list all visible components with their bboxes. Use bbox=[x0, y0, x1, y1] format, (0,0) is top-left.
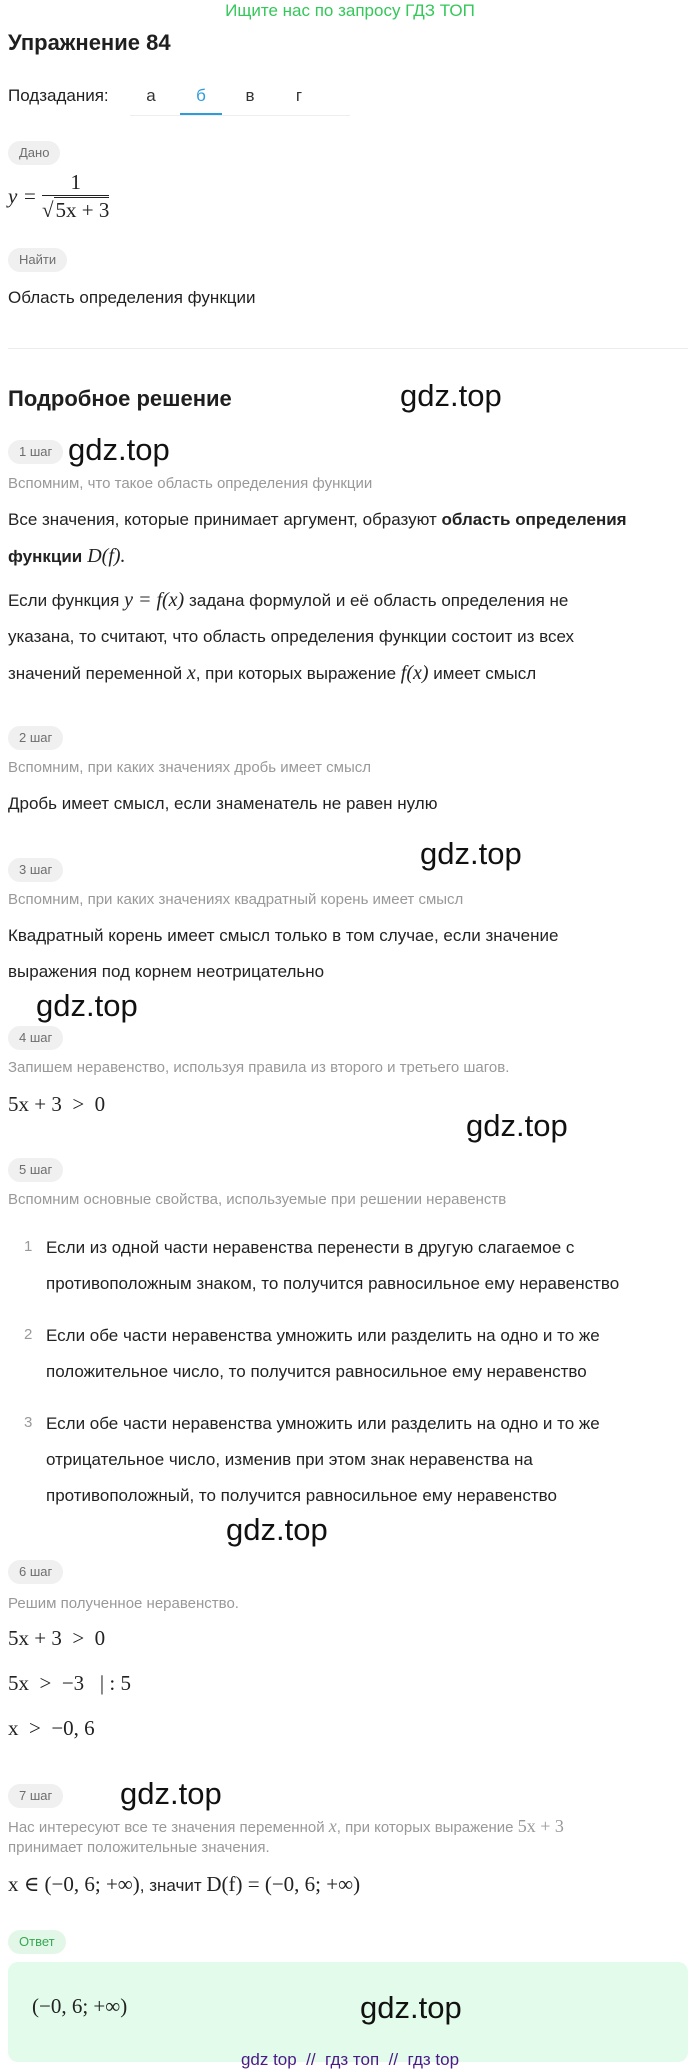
answer-pill: Ответ bbox=[8, 1930, 66, 1954]
tab-active-indicator bbox=[180, 113, 222, 115]
list-item: 2 Если обе части неравенства умножить или разделить на одно и то же положительное число, то получится равносильное ему неравенство bbox=[24, 1326, 600, 1381]
step-7-result: x ∈ (−0, 6; +∞), значит D(f) = (−0, 6; +∞) bbox=[8, 1872, 361, 1896]
watermark: gdz.top bbox=[400, 378, 502, 413]
watermark: gdz.top bbox=[420, 836, 522, 871]
properties-list bbox=[8, 1230, 698, 1516]
given-formula: y = $\frac{1}{√5x + 3}$ bbox=[8, 170, 110, 222]
tab-b[interactable]: б bbox=[196, 86, 206, 105]
answer-value: (−0, 6; +∞) bbox=[32, 1994, 128, 2018]
watermark: gdz.top bbox=[120, 1776, 222, 1811]
tabs-baseline bbox=[130, 115, 350, 116]
step-5-pill: 5 шаг bbox=[8, 1158, 63, 1182]
list-item: 1 Если из одной части неравенства перенести в другую слагаемое с противоположным знаком, то получится равносильное ему неравенство bbox=[24, 1238, 620, 1293]
step-1-pill: 1 шаг bbox=[8, 440, 63, 464]
watermark: gdz.top bbox=[36, 988, 138, 1023]
step-3-hint: Вспомним, при каких значениях квадратный корень имеет смысл bbox=[8, 891, 464, 908]
step-1-paragraph-1: Все значения, которые принимает аргумент, образуют область определения функции D(f). bbox=[8, 510, 627, 567]
page-title: Упражнение 84 bbox=[8, 30, 171, 55]
step-6-line-1: 5x + 3 > 0 bbox=[8, 1626, 106, 1650]
step-3-text: Квадратный корень имеет смысл только в том случае, если значение выражения под корнем неотрицательно bbox=[8, 926, 559, 981]
divider bbox=[8, 348, 688, 349]
step-5-hint: Вспомним основные свойства, используемые при решении неравенств bbox=[8, 1191, 507, 1208]
watermark: gdz.top bbox=[68, 432, 170, 467]
tab-a[interactable]: а bbox=[146, 86, 156, 105]
given-pill: Дано bbox=[8, 141, 60, 165]
step-4-hint: Запишем неравенство, используя правила из второго и третьего шагов. bbox=[8, 1059, 510, 1076]
step-2-pill: 2 шаг bbox=[8, 726, 63, 750]
step-7-pill: 7 шаг bbox=[8, 1784, 63, 1808]
find-text: Область определения функции bbox=[8, 288, 256, 307]
step-6-hint: Решим полученное неравенство. bbox=[8, 1595, 239, 1612]
watermark: gdz.top bbox=[226, 1512, 328, 1547]
solution-title: Подробное решение bbox=[8, 386, 232, 411]
step-7-hint: Нас интересуют все те значения переменной x, при которых выражение 5x + 3 принимает положительные значения. bbox=[8, 1816, 564, 1856]
step-1-hint: Вспомним, что такое область определения функции bbox=[8, 475, 373, 492]
watermark: gdz.top bbox=[466, 1108, 568, 1143]
step-1-paragraph-2: Если функция y = f(x) задана формулой и её область определения не указана, то считают, что область определения функции состоит из всех значений переменной x, при которых выражение f(x) имеет смысл bbox=[8, 589, 575, 684]
step-2-hint: Вспомним, при каких значениях дробь имеет смысл bbox=[8, 759, 372, 776]
step-4-inequality: 5x + 3 > 0 bbox=[8, 1092, 106, 1116]
step-3-pill: 3 шаг bbox=[8, 858, 63, 882]
subtasks-label: Подзадания: bbox=[8, 86, 109, 105]
footer-links[interactable]: gdz top // гдз топ // гдз top bbox=[240, 2050, 460, 2069]
step-6-line-2: 5x > −3 | : 5 bbox=[8, 1671, 131, 1695]
step-6-pill: 6 шаг bbox=[8, 1560, 63, 1584]
top-banner: Ищите нас по запросу ГДЗ ТОП bbox=[225, 1, 475, 20]
step-2-text: Дробь имеет смысл, если знаменатель не равен нулю bbox=[8, 794, 438, 813]
tab-g[interactable]: г bbox=[295, 86, 303, 105]
tab-v[interactable]: в bbox=[245, 86, 255, 105]
find-pill: Найти bbox=[8, 248, 67, 272]
step-4-pill: 4 шаг bbox=[8, 1026, 63, 1050]
step-6-line-3: x > −0, 6 bbox=[8, 1716, 95, 1740]
list-item: 3 Если обе части неравенства умножить или разделить на одно и то же отрицательное число, изменив при этом знак неравенства на противоположный, то получится равносильное ему неравенство bbox=[24, 1414, 600, 1505]
watermark: gdz.top bbox=[360, 1990, 462, 2025]
